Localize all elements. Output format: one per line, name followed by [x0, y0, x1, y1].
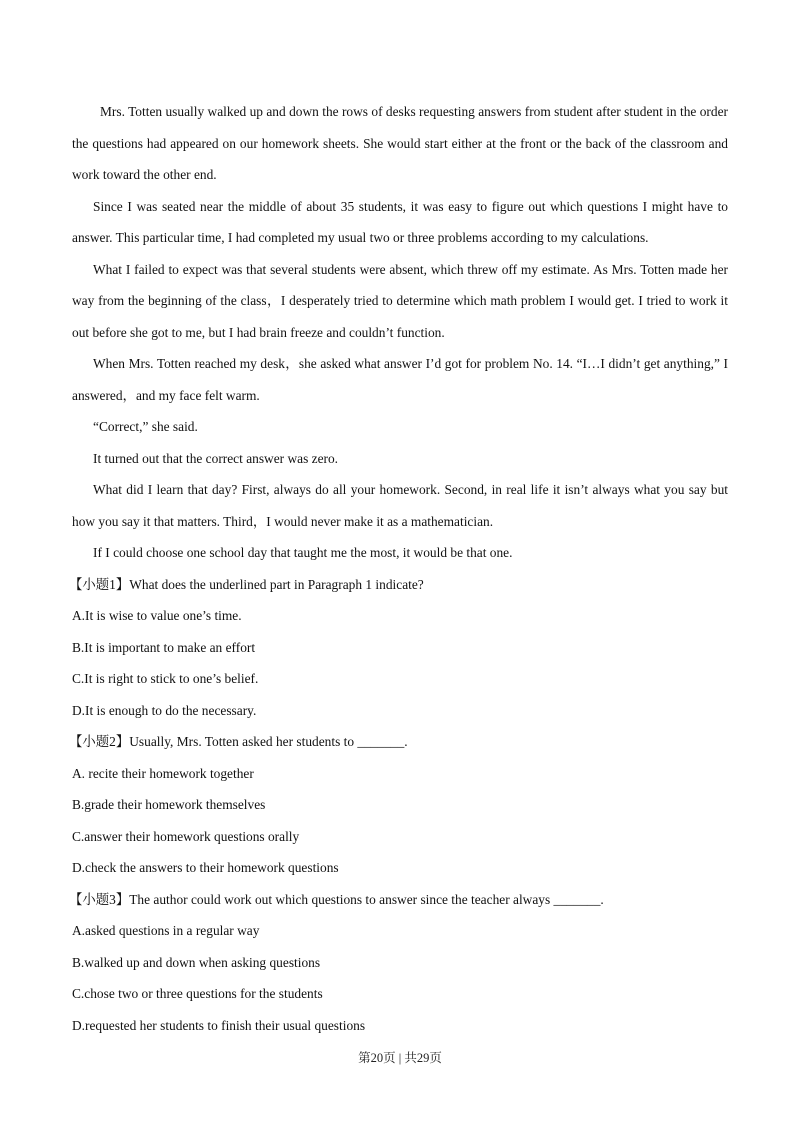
- passage-paragraph: It turned out that the correct answer was zero.: [93, 450, 339, 466]
- passage-paragraph: When Mrs. Totten reached my desk，she asked what answer I’d got for problem No. 14. “I…I didn’t get anything,” I answered，and my face felt warm.: [72, 356, 728, 403]
- answer-option: B.It is important to make an effort: [72, 639, 256, 655]
- answer-option: D.requested her students to finish their usual questions: [72, 1017, 366, 1033]
- answer-option: D.check the answers to their homework questions: [72, 860, 339, 875]
- question-stem: 【小题1】What does the underlined part in Paragraph 1 indicate?: [69, 576, 424, 592]
- answer-option: D.It is enough to do the necessary.: [72, 702, 257, 718]
- question-stem: 【小题2】Usually, Mrs. Totten asked her students to _______.: [69, 734, 408, 749]
- passage-paragraph: What did I learn that day? First, always do all your homework. Second, in real life it isn’t always what you say but how you say it that matters. Third，I would never make it as a mathematician.: [72, 482, 728, 529]
- answer-option: C.answer their homework questions orally: [72, 828, 300, 844]
- question-block: [69, 726, 728, 884]
- passage-paragraph: Mrs. Totten usually walked up and down the rows of desks requesting answers from student after student in the order the questions had appeared on our homework sheets. She would start either at the front or the back of the classroom and work toward the other end.: [72, 104, 728, 182]
- answer-option: A.It is wise to value one’s time.: [72, 608, 242, 623]
- answer-option: B.walked up and down when asking questions: [72, 954, 321, 970]
- question-stem: 【小题3】The author could work out which questions to answer since the teacher always _______.: [69, 891, 604, 907]
- page-footer: 第20页 | 共29页: [358, 1051, 442, 1065]
- question-block: [69, 569, 728, 727]
- answer-option: C.chose two or three questions for the students: [72, 986, 323, 1001]
- document-page: [69, 96, 728, 1041]
- answer-option: C.It is right to stick to one’s belief.: [72, 671, 259, 686]
- question-block: [69, 884, 728, 1042]
- passage-paragraph: “Correct,” she said.: [93, 419, 198, 434]
- reading-passage: [72, 96, 728, 569]
- passage-paragraph: If I could choose one school day that taught me the most, it would be that one.: [93, 545, 513, 560]
- passage-paragraph: What I failed to expect was that several students were absent, which threw off my estimate. As Mrs. Totten made her way from the beginning of the class，I desperately tried to determine which math problem I would get. I tried to work it out before she got to me, but I had brain freeze and couldn’t function.: [72, 261, 728, 340]
- answer-option: A.asked questions in a regular way: [72, 923, 260, 938]
- answer-option: A. recite their homework together: [72, 765, 254, 781]
- answer-option: B.grade their homework themselves: [72, 797, 266, 812]
- passage-paragraph: Since I was seated near the middle of about 35 students, it was easy to figure out which questions I might have to answer. This particular time, I had completed my usual two or three problems according to my calculations.: [72, 198, 728, 245]
